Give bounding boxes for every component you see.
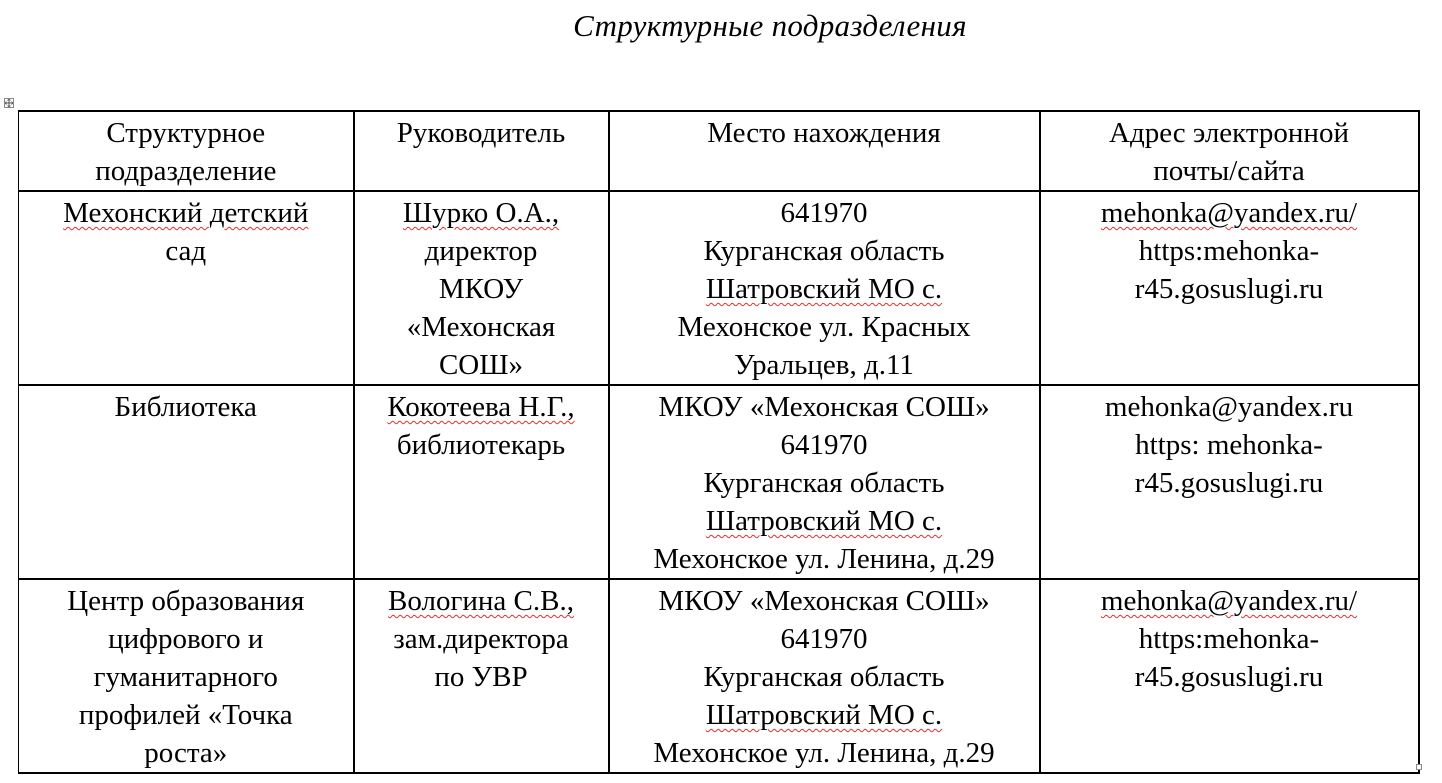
location-text: 641970 [780, 623, 868, 655]
header-cell-contact[interactable] [1040, 111, 1419, 191]
contact-text: https:mehonka- [1138, 235, 1320, 267]
cell-head[interactable] [354, 579, 609, 773]
unit-text: сад [165, 235, 207, 267]
cell-location[interactable] [609, 579, 1040, 773]
cell-contact[interactable] [1040, 579, 1419, 773]
location-text: Уральцев, д.11 [734, 349, 914, 381]
header-text: Структурное [106, 117, 266, 149]
contact-text: r45.gosuslugi.ru [1134, 661, 1324, 693]
cell-location[interactable] [609, 385, 1040, 579]
location-text: Мехонское ул. Красных [677, 311, 971, 343]
header-cell-location[interactable] [609, 111, 1040, 191]
unit-text: гуманитарного [93, 661, 278, 693]
contact-text: r45.gosuslugi.ru [1134, 273, 1324, 305]
head-text: СОШ» [438, 349, 524, 381]
table-resize-handle-icon[interactable] [1416, 764, 1422, 770]
table-row [19, 579, 1419, 773]
page-title: Структурные подразделения [573, 8, 967, 43]
unit-text: Мехонский детский [63, 197, 309, 229]
location-text: Курганская область [703, 467, 945, 499]
cell-head[interactable] [354, 191, 609, 385]
location-text: Курганская область [703, 661, 945, 693]
contact-text: https:mehonka- [1138, 623, 1320, 655]
structural-units-table [18, 110, 1420, 774]
head-text: директор [424, 235, 538, 267]
head-text: зам.директора [393, 623, 569, 655]
cell-unit[interactable] [19, 191, 354, 385]
table-row [19, 385, 1419, 579]
unit-text: Центр образования [67, 585, 305, 617]
head-text: «Мехонская [406, 311, 556, 343]
location-text: Шатровский МО с. [705, 699, 943, 731]
location-text: 641970 [780, 197, 868, 229]
location-text: Шатровский МО с. [705, 273, 943, 305]
cell-contact[interactable] [1040, 385, 1419, 579]
table-move-handle-icon[interactable] [4, 98, 14, 108]
unit-text: роста» [144, 737, 228, 769]
location-text: Мехонское ул. Ленина, д.29 [653, 543, 995, 575]
header-text: почты/сайта [1153, 155, 1305, 187]
location-text: 641970 [780, 429, 868, 461]
head-text: библиотекарь [396, 429, 566, 461]
unit-text: Библиотека [114, 391, 257, 423]
location-text: Курганская область [703, 235, 945, 267]
header-text: подразделение [95, 155, 277, 187]
location-text: Шатровский МО с. [705, 505, 943, 537]
cell-unit[interactable] [19, 385, 354, 579]
header-text: Место нахождения [707, 117, 941, 149]
unit-text: профилей «Точка [78, 699, 293, 731]
cell-unit[interactable] [19, 579, 354, 773]
head-text: по УВР [434, 661, 528, 693]
head-text: Шурко О.А., [402, 197, 560, 229]
header-cell-head[interactable] [354, 111, 609, 191]
head-text: Вологина С.В., [388, 585, 574, 617]
head-text: МКОУ [438, 273, 524, 305]
location-text: МКОУ «Мехонская СОШ» [658, 391, 990, 423]
cell-contact[interactable] [1040, 191, 1419, 385]
header-cell-unit[interactable] [19, 111, 354, 191]
cell-location[interactable] [609, 191, 1040, 385]
contact-text: r45.gosuslugi.ru [1134, 467, 1324, 499]
location-text: Мехонское ул. Ленина, д.29 [653, 737, 995, 769]
head-text: Кокотеева Н.Г., [387, 391, 575, 423]
contact-text: mehonka@yandex.ru/ [1100, 197, 1358, 229]
contact-text: mehonka@yandex.ru [1104, 391, 1354, 423]
header-text: Руководитель [396, 117, 566, 149]
table-row [19, 191, 1419, 385]
unit-text: цифрового и [108, 623, 264, 655]
cell-head[interactable] [354, 385, 609, 579]
header-text: Адрес электронной [1109, 117, 1349, 149]
contact-text: https: mehonka- [1135, 429, 1323, 461]
contact-text: mehonka@yandex.ru/ [1100, 585, 1358, 617]
location-text: МКОУ «Мехонская СОШ» [658, 585, 990, 617]
table-header-row [19, 111, 1419, 191]
